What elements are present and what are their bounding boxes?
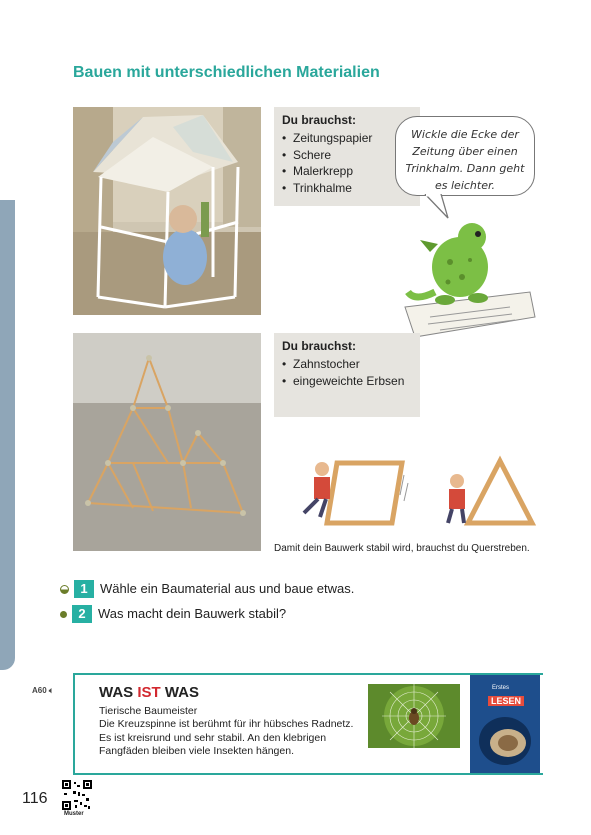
info-left-border (73, 675, 75, 773)
speech-bubble-text: Wickle die Ecke der Zeitung über einen Trinkhalm. Dann geht es leichter. (405, 128, 525, 192)
list-item: • Trinkhalme (282, 180, 412, 197)
side-strip (0, 200, 15, 670)
book-top-label: Erstes (492, 685, 510, 691)
task-2 (60, 605, 286, 623)
speaker-icon: 🔈︎ (48, 686, 54, 695)
page-number: 116 (22, 790, 48, 807)
task-1-text: Wähle ein Baumaterial aus und baue etwas. (100, 581, 355, 596)
photo-newspaper-tent (73, 107, 261, 315)
list-item: • Zeitungspapier (282, 130, 412, 147)
list-item: • Schere (282, 147, 412, 164)
stability-caption: Damit dein Bauwerk stabil wird, brauchst du Querstreben. (274, 543, 530, 554)
page-title: Bauen mit unterschiedlichen Materialien (73, 64, 380, 81)
materials-box-2 (274, 333, 420, 417)
task-2-number: 2 (72, 605, 92, 623)
task-1 (60, 580, 354, 598)
photo-toothpick-structure (73, 333, 261, 551)
book-brand: LESEN (488, 696, 524, 706)
info-subheading: Tierische Baumeister (99, 705, 198, 717)
list-item: • eingeweichte Erbsen (282, 373, 412, 390)
info-text: Die Kreuzspinne ist berühmt für ihr hübsches Radnetz. Es ist kreisrund und sehr stabil. An den klebrigen Fangfäden bleiben viele Insekten hängen. (99, 718, 354, 757)
task-1-marker (60, 585, 69, 594)
task-1-number: 1 (74, 580, 94, 598)
was-ist-was-box (73, 673, 543, 775)
qr-label: Muster (64, 811, 84, 817)
materials-list-1 (282, 130, 412, 196)
list-item: • Malerkrepp (282, 163, 412, 180)
qr-code[interactable] (62, 780, 92, 810)
speech-bubble (395, 116, 541, 222)
book-cover[interactable] (470, 675, 540, 773)
audio-code: A60 (32, 686, 47, 695)
task-2-text: Was macht dein Bauwerk stabil? (98, 606, 287, 621)
dragon-illustration (400, 222, 540, 340)
materials-heading-2: Du brauchst: (282, 339, 357, 353)
task-2-marker (60, 611, 67, 618)
audio-marker[interactable] (32, 686, 54, 696)
materials-list-2 (282, 356, 412, 389)
spider-web-photo (368, 684, 460, 748)
materials-heading-1: Du brauchst: (282, 113, 357, 127)
list-item: • Zahnstocher (282, 356, 412, 373)
was-ist-was-heading: WAS IST WAS (99, 684, 200, 701)
stability-illustration (282, 455, 544, 530)
